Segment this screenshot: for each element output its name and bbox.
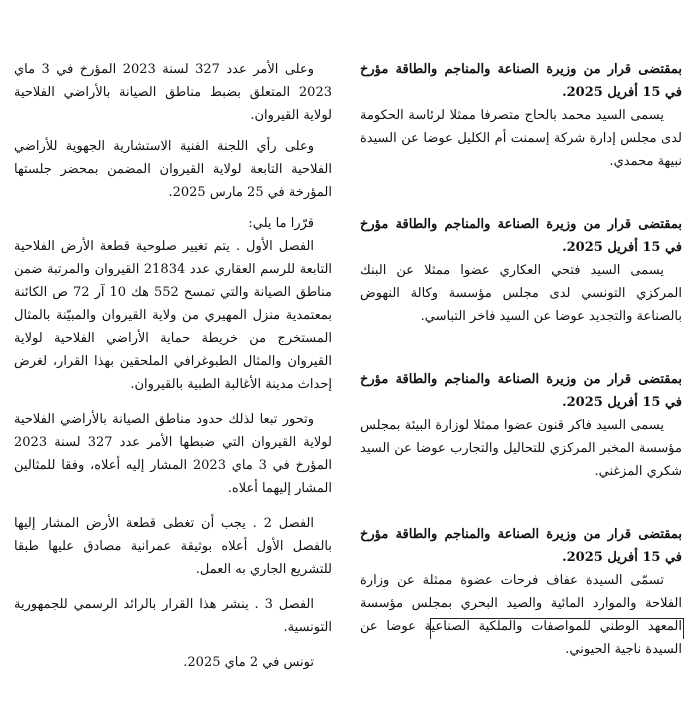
decree-body: يسمى السيد فتحي العكاري عضوا ممثلا عن البنك المركزي التونسي لدى مجلس مؤسسة وكالة النهوض بالصناعة والتجديد عوضا عن السيد فاخر التباسي. — [360, 263, 682, 324]
legal-paragraph: وعلى الأمر عدد 327 لسنة 2023 المؤرخ في 3 ماي 2023 المتعلق بضبط مناطق الصيانة بالأراضي الفلاحية لولاية القيروان. — [14, 62, 332, 123]
decree-title: بمقتضى قرار من وزيرة الصناعة والمناجم والطاقة مؤرخ في 15 أفريل 2025. — [360, 62, 682, 100]
decree-title: بمقتضى قرار من وزيرة الصناعة والمناجم والطاقة مؤرخ في 15 أفريل 2025. — [360, 372, 682, 410]
right-column — [360, 58, 682, 701]
decree-title: بمقتضى قرار من وزيرة الصناعة والمناجم والطاقة مؤرخ في 15 أفريل 2025. — [360, 527, 682, 565]
legal-paragraph: وعلى رأي اللجنة الفنية الاستشارية الجهوية للأراضي الفلاحية التابعة لولاية القيروان المضمن بمحضر جلستها المؤرخة في 25 مارس 2025. — [14, 139, 332, 200]
decree-body: تسمّى السيدة عفاف فرحات عضوة ممثلة عن وزارة الفلاحة والموارد المائية والصيد البحري بمجلس مؤسسة المعهد الوطني للمواصفات والملكية الصناعية عوضا عن السيدة ناجية الحيوني. — [360, 573, 682, 657]
left-column — [14, 58, 332, 674]
date-line: تونس في 2 ماي 2025. — [183, 655, 314, 670]
article-paragraph: وتحور تبعا لذلك حدود مناطق الصيانة بالأراضي الفلاحية لولاية القيروان التي ضبطها الأمر عدد 327 لسنة 2023 المؤرخ في 3 ماي 2023 المشار إليه أعلاه، وفقا للمثالين المشار إليهما أعلاه. — [14, 412, 332, 496]
decree-block — [360, 523, 682, 661]
article-paragraph: الفصل 2 . يجب أن تغطى قطعة الأرض المشار إليها بالفصل الأول أعلاه بوثيقة عمرانية مصادق عليها طبقا للتشريع الجاري به العمل. — [14, 516, 332, 577]
decree-body: يسمى السيد فاكر قنون عضوا ممثلا لوزارة البيئة بمجلس مؤسسة المخبر المركزي للتحاليل والتجارب عوضا عن السيد شكري المزغني. — [360, 418, 682, 479]
decree-title: بمقتضى قرار من وزيرة الصناعة والمناجم والطاقة مؤرخ في 15 أفريل 2025. — [360, 217, 682, 255]
decree-body: يسمى السيد محمد بالحاج متصرفا ممثلا لرئاسة الحكومة لدى مجلس إدارة شركة إسمنت أم الكليل عوضا عن السيدة نبيهة محمدي. — [360, 108, 682, 169]
decree-block — [360, 58, 682, 173]
decree-block — [360, 368, 682, 483]
bottom-frame-box — [430, 618, 684, 639]
decree-block — [360, 213, 682, 328]
decision-heading: قرّرا ما يلي: — [248, 216, 314, 231]
article-paragraph: الفصل 3 . ينشر هذا القرار بالرائد الرسمي للجمهورية التونسية. — [14, 597, 332, 635]
article-paragraph: الفصل الأول . يتم تغيير صلوحية قطعة الأرض الفلاحية التابعة للرسم العقاري عدد 21834 القيروان والمرتبة ضمن مناطق الصيانة والتي تمسح 552 هك 10 آر 72 ص الكائنة بمعتمدية منزل المهيري من ولاية القيروان والمبيّنة بالمثال المستخرج من خريطة حماية الأراضي الفلاحية لولاية القيروان والمثال الطبوغرافي الملحقين بهذا القرار، لغرض إحداث مدينة الأغالبة الطبية بالقيروان. — [14, 239, 333, 392]
